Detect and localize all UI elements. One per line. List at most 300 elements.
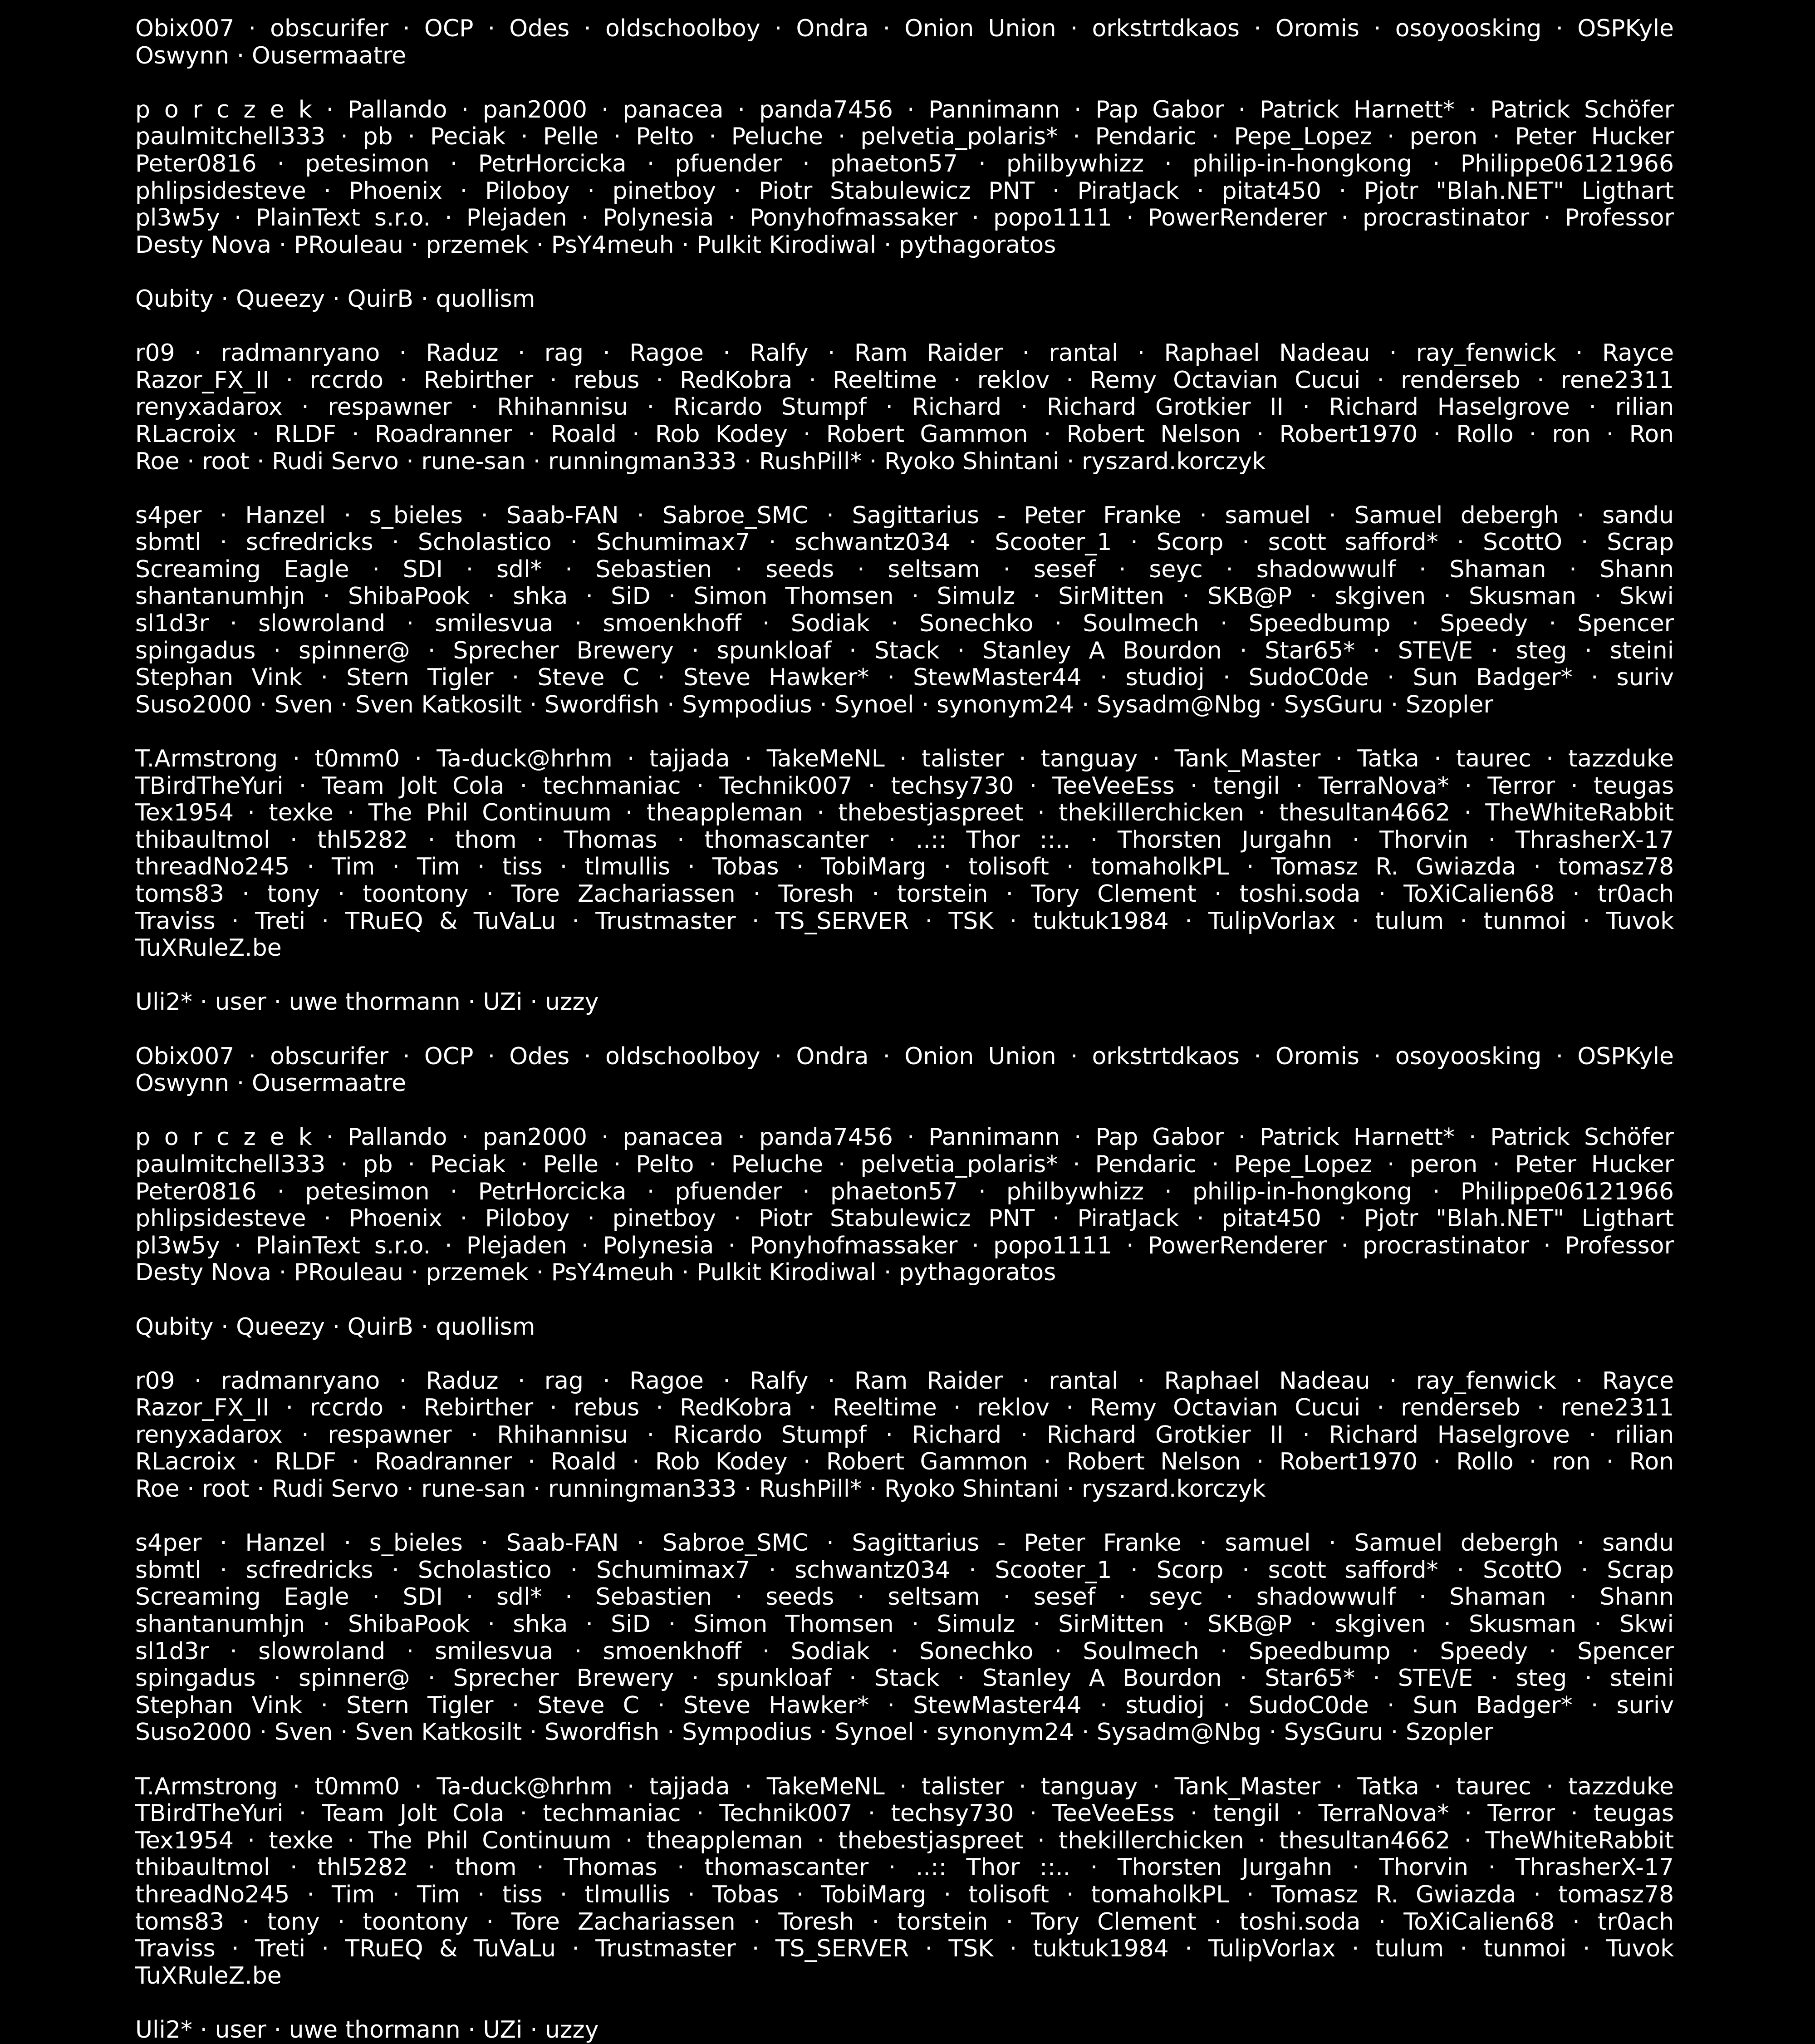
contributor-name: tulum <box>1375 1936 1444 1963</box>
separator-dot: · <box>637 502 644 529</box>
separator-dot: · <box>399 1367 407 1395</box>
contributor-name: tazzduke <box>1568 1773 1674 1800</box>
contributor-name: philbywhizz <box>1006 150 1144 177</box>
separator-dot: · <box>637 1530 644 1557</box>
separator-dot: · <box>1073 1151 1080 1178</box>
separator-dot: · <box>1418 1584 1427 1611</box>
contributor-name: Sysadm@Nbg <box>1096 1719 1262 1746</box>
contributor-name: Sven Katkosilt <box>355 1719 522 1746</box>
contributor-name: suriv <box>1616 1692 1674 1719</box>
contributor-name: Pendaric <box>1095 1151 1197 1178</box>
separator-dot: · <box>753 1908 761 1936</box>
separator-dot: · <box>392 1881 400 1908</box>
separator-dot: · <box>1239 1665 1247 1692</box>
contributor-name: Soulmech <box>1083 1638 1199 1665</box>
separator-dot: · <box>647 394 655 421</box>
contributor-name: spinner@ <box>298 637 410 664</box>
contributor-name: PiratJack <box>1077 1205 1179 1233</box>
separator-dot: · <box>885 394 893 421</box>
separator-dot: · <box>1570 1800 1578 1828</box>
separator-dot: · <box>1254 1043 1261 1070</box>
contributor-name: OSPKyle <box>1577 15 1674 42</box>
contributor-name: Sysadm@Nbg <box>1096 691 1262 718</box>
separator-dot: · <box>796 854 804 881</box>
separator-dot: · <box>574 1638 582 1665</box>
contributor-name: PsY4meuh <box>551 1259 674 1287</box>
separator-dot: · <box>273 637 281 664</box>
contributor-name: TRuEQ & TuVaLu <box>345 908 556 935</box>
contributor-name: studioj <box>1125 664 1205 692</box>
contributor-name: SudoC0de <box>1248 664 1369 692</box>
separator-dot: · <box>1118 1584 1126 1611</box>
separator-dot: · <box>1589 394 1597 421</box>
contributor-name: taurec <box>1456 746 1531 773</box>
contributor-name: UZi <box>483 2016 523 2044</box>
separator-dot: · <box>1491 637 1498 664</box>
separator-dot: · <box>536 826 544 854</box>
separator-dot: · <box>581 1232 589 1259</box>
separator-dot: · <box>487 1611 495 1638</box>
contributor-name: taurec <box>1456 1773 1531 1800</box>
separator-dot: · <box>1464 1800 1472 1828</box>
contributor-name: spunkloaf <box>716 1665 832 1692</box>
separator-dot: · <box>857 556 865 583</box>
contributor-name: slowroland <box>258 1638 386 1665</box>
separator-dot: · <box>1580 529 1589 556</box>
contributor-name: RushPill* <box>759 1476 862 1503</box>
contributor-name: Tobas <box>712 854 779 881</box>
contributor-name: rilian <box>1615 394 1674 421</box>
contributor-name: p o r c z e k <box>135 96 312 123</box>
separator-dot: · <box>826 1530 834 1557</box>
contributor-name: reklov <box>977 367 1050 394</box>
contributor-name: Saab-FAN <box>506 502 619 529</box>
contributor-name: Raduz <box>426 340 499 367</box>
separator-dot: · <box>486 1908 494 1936</box>
contributor-name: tajjada <box>649 746 730 773</box>
separator-dot: · <box>887 664 895 692</box>
contributor-name: Ponyhofmassaker <box>750 1232 958 1259</box>
credits-line <box>135 286 1674 313</box>
separator-dot: · <box>668 583 676 610</box>
separator-dot: · <box>1090 826 1098 854</box>
contributor-name: scfredricks <box>245 1557 373 1584</box>
contributor-name: RLDF <box>275 421 336 448</box>
separator-dot: · <box>517 340 525 367</box>
contributor-name: ScottO <box>1482 1557 1563 1584</box>
separator-dot: · <box>570 529 578 556</box>
credits-line <box>135 854 1674 881</box>
separator-dot: · <box>1387 1151 1395 1178</box>
contributor-name: phaeton57 <box>830 1178 958 1205</box>
separator-dot: · <box>450 150 458 177</box>
credits-line <box>135 1963 1674 1990</box>
separator-dot: · <box>231 908 239 935</box>
contributor-name: TheWhiteRabbit <box>1485 1827 1674 1854</box>
contributor-name: studioj <box>1125 1692 1205 1719</box>
contributor-name: thomascanter <box>704 826 869 854</box>
contributor-name: threadNo245 <box>135 854 290 881</box>
contributor-name: pl3w5y <box>135 1232 220 1259</box>
contributor-name: orkstrtdkaos <box>1092 15 1240 42</box>
contributor-name: tunmoi <box>1483 1936 1567 1963</box>
separator-dot: · <box>477 854 485 881</box>
contributor-name: Steve C <box>537 1692 639 1719</box>
contributor-name: Thorvin <box>1379 826 1469 854</box>
contributor-name: texke <box>269 800 334 827</box>
separator-dot: · <box>1378 881 1386 908</box>
contributor-name: oldschoolboy <box>605 15 760 42</box>
separator-dot: · <box>520 1800 528 1828</box>
contributor-name: RushPill* <box>759 448 862 475</box>
separator-dot: · <box>323 583 330 610</box>
contributor-name: RLacroix <box>135 421 236 448</box>
contributor-name: Ponyhofmassaker <box>750 205 958 232</box>
separator-dot: · <box>728 1232 736 1259</box>
separator-dot: · <box>340 1151 348 1178</box>
contributor-name: rantal <box>1049 1367 1118 1395</box>
credits-line <box>135 43 1674 70</box>
contributor-name: Hanzel <box>245 1530 326 1557</box>
contributor-name: schwantz034 <box>795 1557 951 1584</box>
separator-dot: · <box>723 1367 731 1395</box>
contributor-name: tony <box>267 1908 320 1936</box>
credits-line <box>135 583 1674 610</box>
credits-line <box>135 1584 1674 1611</box>
separator-dot: · <box>289 1854 298 1882</box>
credits-line <box>135 1692 1674 1720</box>
contributor-name: Tobas <box>712 1881 779 1908</box>
contributor-name: Pap Gabor <box>1095 1124 1224 1151</box>
contributor-name: tolisoft <box>968 854 1049 881</box>
separator-dot: · <box>1052 1205 1060 1233</box>
contributor-name: Tank_Master <box>1174 1773 1321 1800</box>
separator-dot: · <box>1197 1205 1204 1233</box>
separator-dot: · <box>536 231 544 259</box>
separator-dot: · <box>1443 1611 1451 1638</box>
separator-dot: · <box>307 854 314 881</box>
credits-line <box>135 827 1674 854</box>
separator-dot: · <box>187 1476 195 1503</box>
separator-dot: · <box>1310 583 1317 610</box>
separator-dot: · <box>1569 556 1577 583</box>
contributor-name: Terror <box>1487 1800 1555 1828</box>
contributor-name: Stack <box>874 637 940 664</box>
separator-dot: · <box>352 1449 359 1476</box>
separator-dot: · <box>332 1313 340 1341</box>
contributor-name: Piotr Stabulewicz PNT <box>759 177 1035 205</box>
contributor-name: Sympodius <box>682 1719 812 1746</box>
separator-dot: · <box>1242 529 1250 556</box>
separator-dot: · <box>1099 664 1108 692</box>
credits-line <box>135 1800 1674 1828</box>
credits-line <box>135 1611 1674 1638</box>
separator-dot: · <box>1164 150 1172 177</box>
contributor-name: thl5282 <box>317 1854 408 1882</box>
separator-dot: · <box>1152 746 1160 773</box>
separator-dot: · <box>427 826 436 854</box>
contributor-name: panda7456 <box>759 96 893 123</box>
credits-line <box>135 205 1674 232</box>
separator-dot: · <box>1043 421 1051 448</box>
contributor-name: s_bieles <box>369 502 463 529</box>
separator-dot: · <box>1378 1908 1386 1936</box>
separator-dot: · <box>1020 1421 1028 1449</box>
separator-dot: · <box>1411 610 1419 638</box>
separator-dot: · <box>883 231 892 259</box>
credits-group-t2 <box>135 1774 1674 1990</box>
separator-dot: · <box>529 691 537 718</box>
contributor-name: Ta-duck@hrhm <box>437 746 613 773</box>
separator-dot: · <box>817 800 824 827</box>
contributor-name: Tim <box>332 854 375 881</box>
contributor-name: skgiven <box>1334 583 1426 610</box>
separator-dot: · <box>1543 205 1551 232</box>
separator-dot: · <box>1390 1719 1398 1746</box>
contributor-name: ..:: Thor ::.. <box>915 826 1071 854</box>
separator-dot: · <box>285 367 294 394</box>
contributor-name: PsY4meuh <box>551 231 674 259</box>
separator-dot: · <box>200 2016 208 2044</box>
separator-dot: · <box>1212 123 1219 151</box>
separator-dot: · <box>943 854 952 881</box>
contributor-name: Pannimann <box>928 1124 1060 1151</box>
contributor-name: Pallando <box>348 1124 447 1151</box>
contributor-name: STE\/E <box>1398 637 1473 664</box>
credits-line <box>135 1530 1674 1557</box>
contributor-name: Richard Grotkier II <box>1046 394 1284 421</box>
separator-dot: · <box>481 502 489 529</box>
contributor-name: Rayce <box>1602 1367 1674 1395</box>
contributor-name: Treti <box>255 908 306 935</box>
separator-dot: · <box>1238 96 1246 123</box>
separator-dot: · <box>869 448 877 475</box>
contributor-name: tuktuk1984 <box>1033 1936 1169 1963</box>
contributor-name: pythagoratos <box>898 1259 1056 1287</box>
contributor-name: shantanumhjn <box>135 583 305 610</box>
separator-dot: · <box>1468 1124 1477 1151</box>
contributor-name: spingadus <box>135 1665 256 1692</box>
credits-line <box>135 908 1674 935</box>
contributor-name: Trustmaster <box>595 908 736 935</box>
contributor-name: thekillerchicken <box>1059 1827 1244 1854</box>
separator-dot: · <box>687 854 695 881</box>
contributor-name: Tex1954 <box>135 800 234 827</box>
separator-dot: · <box>584 15 591 42</box>
contributor-name: Pelle <box>543 123 599 151</box>
separator-dot: · <box>1533 1881 1541 1908</box>
separator-dot: · <box>1295 772 1303 800</box>
contributor-name: QuirB <box>347 1313 414 1341</box>
contributor-name: thibaultmol <box>135 826 270 854</box>
separator-dot: · <box>277 150 285 177</box>
contributor-name: SysGuru <box>1284 1719 1383 1746</box>
separator-dot: · <box>460 177 468 205</box>
separator-dot: · <box>802 1178 810 1205</box>
separator-dot: · <box>511 1692 520 1719</box>
contributor-name: phlipsidesteve <box>135 177 306 205</box>
contributor-name: rune-san <box>421 1476 526 1503</box>
separator-dot: · <box>1310 1611 1317 1638</box>
contributor-name: Suso2000 <box>135 1719 252 1746</box>
separator-dot: · <box>221 1313 229 1341</box>
contributor-name: r09 <box>135 1367 175 1395</box>
separator-dot: · <box>1432 1178 1440 1205</box>
credits-line <box>135 1638 1674 1666</box>
separator-dot: · <box>885 1421 893 1449</box>
contributor-name: teugas <box>1593 1800 1674 1828</box>
contributor-name: SKB@P <box>1207 583 1292 610</box>
contributor-name: PiratJack <box>1077 177 1179 205</box>
contributor-name: petesimon <box>305 1178 430 1205</box>
contributor-name: Stanley A Bourdon <box>982 637 1222 664</box>
contributor-name: Remy Octavian Cucui <box>1089 367 1361 394</box>
separator-dot: · <box>1199 1530 1207 1557</box>
credits-group-t <box>135 746 1674 962</box>
contributor-name: ryszard.korczyk <box>1081 1476 1266 1503</box>
separator-dot: · <box>194 1367 202 1395</box>
separator-dot: · <box>257 448 265 475</box>
separator-dot: · <box>911 583 919 610</box>
separator-dot: · <box>1003 556 1011 583</box>
separator-dot: · <box>613 1151 621 1178</box>
separator-dot: · <box>1197 177 1204 205</box>
contributor-name: synonym24 <box>937 1719 1074 1746</box>
contributor-name: sl1d3r <box>135 1638 209 1665</box>
separator-dot: · <box>656 367 663 394</box>
separator-dot: · <box>868 772 876 800</box>
contributor-name: Uli2* <box>135 2016 193 2044</box>
separator-dot: · <box>549 367 557 394</box>
contributor-name: Ondra <box>796 15 869 42</box>
separator-dot: · <box>887 1692 895 1719</box>
separator-dot: · <box>883 1043 891 1070</box>
contributor-name: philip-in-hongkong <box>1192 150 1412 177</box>
contributor-name: Shann <box>1599 556 1674 583</box>
contributor-name: Oswynn <box>135 1070 230 1097</box>
contributor-name: pinetboy <box>612 1205 716 1233</box>
separator-dot: · <box>744 1476 752 1503</box>
separator-dot: · <box>1018 1773 1026 1800</box>
separator-dot: · <box>1054 610 1062 638</box>
contributor-name: Raduz <box>426 1367 499 1395</box>
contributor-name: texke <box>269 1827 334 1854</box>
separator-dot: · <box>733 177 741 205</box>
contributor-name: TuXRuleZ.be <box>135 935 282 962</box>
contributor-name: TheWhiteRabbit <box>1485 800 1674 827</box>
separator-dot: · <box>656 1395 663 1422</box>
contributor-name: Pulkit Kirodiwal <box>697 231 877 259</box>
contributor-name: Reeltime <box>833 367 937 394</box>
separator-dot: · <box>1020 394 1028 421</box>
separator-dot: · <box>1529 1449 1537 1476</box>
contributor-name: scott safford* <box>1268 529 1438 556</box>
credits-line <box>135 15 1674 43</box>
separator-dot: · <box>692 637 699 664</box>
contributor-name: steg <box>1516 1665 1567 1692</box>
contributor-name: skgiven <box>1334 1611 1426 1638</box>
contributor-name: ToXiCalien68 <box>1403 881 1555 908</box>
separator-dot: · <box>1352 826 1360 854</box>
separator-dot: · <box>1582 908 1590 935</box>
contributor-name: Plejaden <box>466 1232 567 1259</box>
separator-dot: · <box>971 1232 979 1259</box>
separator-dot: · <box>248 15 256 42</box>
separator-dot: · <box>570 1557 578 1584</box>
credits-list <box>135 15 1674 2044</box>
credits-group-r <box>135 340 1674 475</box>
contributor-name: Pepe_Lopez <box>1234 123 1373 151</box>
separator-dot: · <box>1529 421 1537 448</box>
contributor-name: thesultan4662 <box>1279 800 1451 827</box>
separator-dot: · <box>1066 1476 1074 1503</box>
separator-dot: · <box>520 772 528 800</box>
contributor-name: toontony <box>363 881 469 908</box>
separator-dot: · <box>953 1395 961 1422</box>
contributor-name: Speedy <box>1440 1638 1528 1665</box>
separator-dot: · <box>1374 15 1381 42</box>
separator-dot: · <box>1351 908 1359 935</box>
contributor-name: Tatka <box>1357 746 1419 773</box>
separator-dot: · <box>1411 1638 1419 1665</box>
contributor-name: Rhihannisu <box>497 1421 628 1449</box>
separator-dot: · <box>326 96 334 123</box>
contributor-name: Peter0816 <box>135 1178 257 1205</box>
contributor-name: tanguay <box>1040 746 1138 773</box>
contributor-name: procrastinator <box>1362 205 1530 232</box>
contributor-name: TeeVeeEss <box>1052 772 1175 800</box>
contributor-name: Ryoko Shintani <box>884 1476 1060 1503</box>
separator-dot: · <box>324 177 331 205</box>
contributor-name: pelvetia_polaris* <box>860 123 1058 151</box>
separator-dot: · <box>530 989 538 1016</box>
separator-dot: · <box>1389 1367 1397 1395</box>
separator-dot: · <box>1033 1611 1041 1638</box>
credits-line <box>135 1909 1674 1936</box>
credits-line <box>135 881 1674 908</box>
contributor-name: Oswynn <box>135 42 230 69</box>
contributor-name: TBirdTheYuri <box>135 772 284 800</box>
separator-dot: · <box>809 1395 817 1422</box>
credits-line <box>135 1124 1674 1151</box>
contributor-name: Ron <box>1629 1449 1674 1476</box>
separator-dot: · <box>559 1881 568 1908</box>
credits-group-o <box>135 15 1674 69</box>
credits-line <box>135 1719 1674 1746</box>
separator-dot: · <box>667 691 675 718</box>
contributor-name: rccrdo <box>309 1395 384 1422</box>
separator-dot: · <box>307 1881 314 1908</box>
contributor-name: Treti <box>255 1936 306 1963</box>
separator-dot: · <box>677 826 685 854</box>
contributor-name: Pulkit Kirodiwal <box>697 1259 877 1287</box>
contributor-name: scfredricks <box>245 529 373 556</box>
separator-dot: · <box>559 854 568 881</box>
contributor-name: Synoel <box>834 691 914 718</box>
credits-line <box>135 746 1674 773</box>
separator-dot: · <box>400 1395 407 1422</box>
separator-dot: · <box>1006 881 1014 908</box>
separator-dot: · <box>1238 1124 1246 1151</box>
separator-dot: · <box>1377 367 1385 394</box>
contributor-name: smilesvua <box>435 610 554 638</box>
separator-dot: · <box>1246 854 1254 881</box>
separator-dot: · <box>728 205 736 232</box>
contributor-name: Professor <box>1565 205 1674 232</box>
separator-dot: · <box>248 1043 256 1070</box>
separator-dot: · <box>242 1908 250 1936</box>
contributor-name: tengil <box>1213 772 1280 800</box>
